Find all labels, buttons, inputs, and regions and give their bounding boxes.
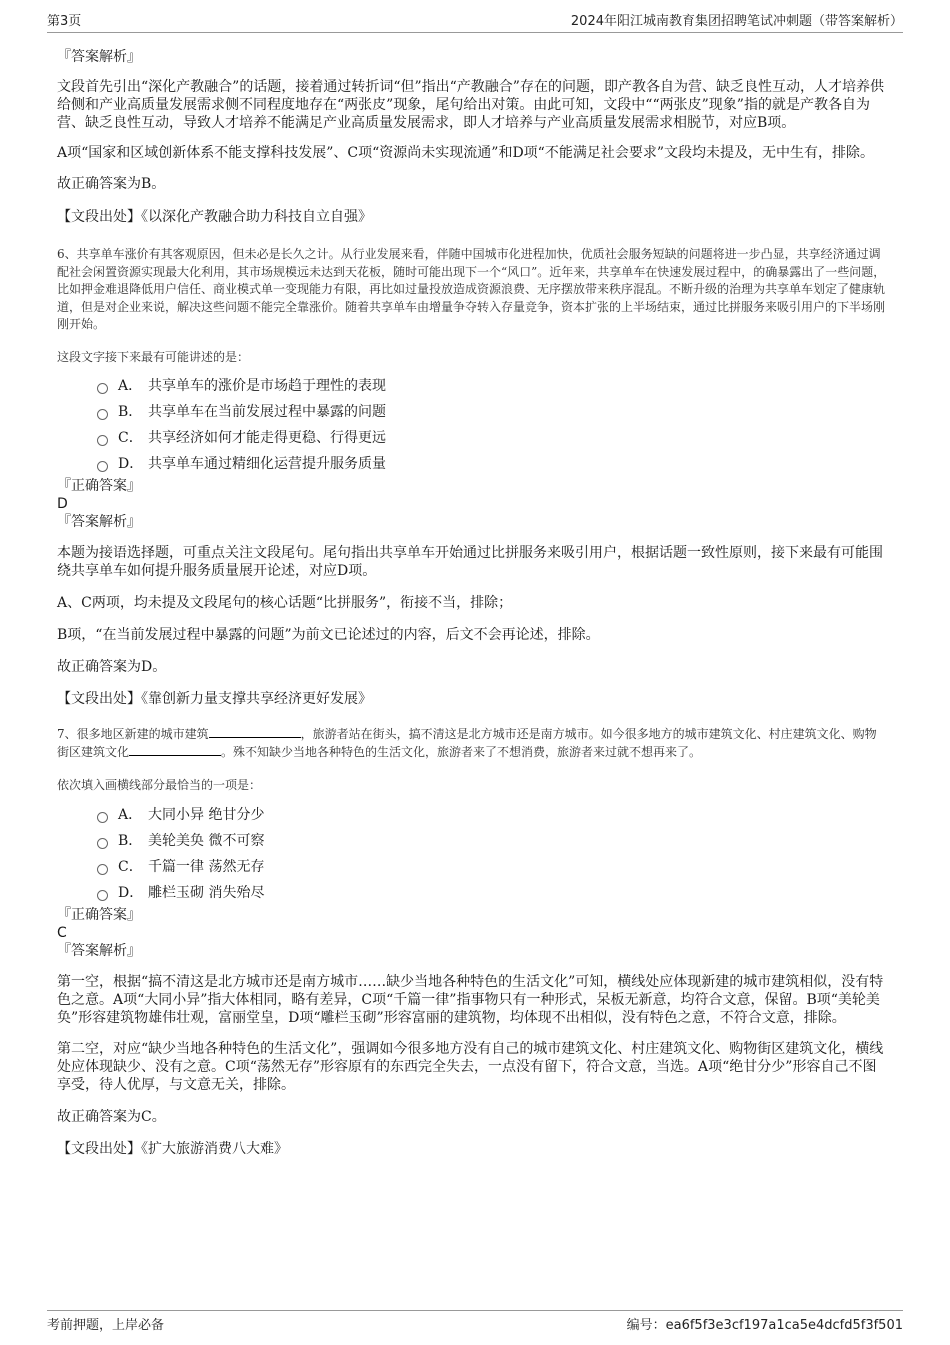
page-number: 第3页 bbox=[47, 14, 82, 29]
page-header bbox=[47, 10, 903, 33]
q5-source: 【文段出处】《以深化产教融合助力科技自立自强》 bbox=[57, 209, 372, 225]
q7-blank-1 bbox=[209, 725, 301, 738]
radio-icon[interactable] bbox=[97, 812, 108, 823]
q6-option-d[interactable]: D． 共享单车通过精细化运营提升服务质量 bbox=[97, 451, 887, 477]
radio-icon[interactable] bbox=[97, 838, 108, 849]
q7-analysis-p3: 故正确答案为C。 bbox=[57, 1108, 166, 1125]
q7-ask: 依次填入画横线部分最恰当的一项是： bbox=[57, 777, 262, 792]
q6-analysis-label: 『答案解析』 bbox=[57, 513, 141, 530]
radio-icon[interactable] bbox=[97, 890, 108, 901]
q7-analysis-p1: 第一空，根据“搞不清这是北方城市还是南方城市……缺少当地各种特色的生活文化”可知，横线处应体现新建的城市建筑相似，没有特色之意。A项“大同小异”指大体相同，略有差异，C项“千篇一律”指事物只有一种形式，呆板无新意，均符合文意，保留。B项“美轮美奂”形容建筑物雄伟壮观，富丽堂皇，D项“雕栏玉砌”形容富丽的建筑物，均体现不出相似，没有特色之意，不符合文意，排除。 bbox=[57, 973, 884, 1026]
q5-analysis-label: 『答案解析』 bbox=[57, 49, 141, 65]
q6-source: 【文段出处】《靠创新力量支撑共享经济更好发展》 bbox=[57, 690, 372, 707]
q6-analysis-p4: 故正确答案为D。 bbox=[57, 658, 167, 675]
radio-icon[interactable] bbox=[97, 864, 108, 875]
q7-option-d[interactable]: D． 雕栏玉砌 消失殆尽 bbox=[97, 880, 887, 906]
q5-analysis-p1: 文段首先引出“深化产教融合”的话题，接着通过转折词“但”指出“产教融合”存在的问题，即产教各自为营、缺乏良性互动，人才培养供给侧和产业高质量发展需求侧不同程度地存在“两张皮”现象，尾句给出对策。由此可知，文段中““两张皮”现象”指的就是产教各自为营、缺乏良性互动，导致人才培养不能满足产业高质量发展需求，即人才培养与产业高质量发展需求相脱节，对应B项。 bbox=[57, 79, 884, 131]
q6-analysis-p1: 本题为接语选择题，可重点关注文段尾句。尾句指出共享单车开始通过比拼服务来吸引用户，根据话题一致性原则，接下来最有可能围绕共享单车如何提升服务质量展开论述，对应D项。 bbox=[57, 544, 883, 579]
q7-analysis-label: 『答案解析』 bbox=[57, 942, 141, 959]
q7-option-b[interactable]: B． 美轮美奂 微不可察 bbox=[97, 828, 887, 854]
q6-analysis-p3: B项，“在当前发展过程中暴露的问题”为前文已论述过的内容，后文不会再论述，排除。 bbox=[57, 626, 600, 643]
q6-answer: D bbox=[57, 495, 68, 512]
document-title: 2024年阳江城南教育集团招聘笔试冲刺题（带答案解析） bbox=[570, 14, 903, 29]
q5-analysis-p2: A项“国家和区域创新体系不能支撑科技发展”、C项“资源尚未实现流通”和D项“不能满足社会要求”文段均未提及，无中生有，排除。 bbox=[57, 145, 874, 161]
q6-ask: 这段文字接下来最有可能讲述的是： bbox=[57, 349, 250, 364]
q7-source: 【文段出处】《扩大旅游消费八大难》 bbox=[57, 1140, 288, 1157]
q7-blank-2 bbox=[129, 743, 221, 756]
q7-analysis-p2: 第二空，对应“缺少当地各种特色的生活文化”，强调如今很多地方没有自己的城市建筑文化、村庄建筑文化、购物街区建筑文化，横线处应体现缺少、没有之意。C项“荡然无存”形容原有的东西完全失去，一点没有留下，符合文意，当选。A项“绝甘分少”形容自己不图享受，待人优厚，与文意无关，排除。 bbox=[57, 1040, 884, 1093]
q6-analysis-p2: A、C两项，均未提及文段尾句的核心话题“比拼服务”，衔接不当，排除； bbox=[57, 594, 513, 611]
q6-answer-label: 『正确答案』 bbox=[57, 477, 141, 494]
radio-icon[interactable] bbox=[97, 409, 108, 420]
q6-option-b[interactable]: B． 共享单车在当前发展过程中暴露的问题 bbox=[97, 399, 887, 425]
q7-answer: C bbox=[57, 924, 67, 941]
footer-slogan: 考前押题，上岸必备 bbox=[47, 1318, 165, 1333]
q7-option-c[interactable]: C． 千篇一律 荡然无存 bbox=[97, 854, 887, 880]
q6-options bbox=[57, 373, 887, 477]
page-footer bbox=[47, 1310, 903, 1333]
q6-option-a[interactable]: A． 共享单车的涨价是市场趋于理性的表现 bbox=[97, 373, 887, 399]
document-code: 编号：ea6f5f3e3cf197a1ca5e4dcfd5f3f501 bbox=[626, 1318, 903, 1333]
q7-options bbox=[57, 802, 887, 906]
radio-icon[interactable] bbox=[97, 435, 108, 446]
q6-stem: 6、共享单车涨价有其客观原因，但未必是长久之计。从行业发展来看，伴随中国城市化进程加快，优质社会服务短缺的问题将进一步凸显，共享经济通过调配社会闲置资源实现最大化利用，其市场规模远未达到天花板，随时可能出现下一个“风口”。近年来，共享单车在快速发展过程中，的确暴露出了一些问题，比如押金难退降低用户信任、商业模式单一变现能力有限，再比如过量投放造成资源浪费、无序摆放带来秩序混乱。不断升级的治理为共享单车划定了健康轨道，但是对企业来说，解决这些问题不能完全靠涨价。随着共享单车由增量争夺转入存量竞争，资本扩张的上半场结束，通过比拼服务来吸引用户的下半场刚刚开始。 bbox=[57, 247, 886, 331]
radio-icon[interactable] bbox=[97, 383, 108, 394]
page-content bbox=[57, 36, 887, 1158]
q7-option-a[interactable]: A． 大同小异 绝甘分少 bbox=[97, 802, 887, 828]
q7-answer-label: 『正确答案』 bbox=[57, 906, 141, 923]
q5-analysis-p3: 故正确答案为B。 bbox=[57, 176, 166, 192]
radio-icon[interactable] bbox=[97, 461, 108, 472]
q7-stem: 7、很多地区新建的城市建筑 ，旅游者站在街头，搞不清这是北方城市还是南方城市。如今很多地方的城市建筑文化、村庄建筑文化、购物街区建筑文化 。殊不知缺少当地各种特色的生活文化，旅游者来了不想消费，旅游者来过就不想再来了。 bbox=[57, 726, 877, 759]
q6-option-c[interactable]: C． 共享经济如何才能走得更稳、行得更远 bbox=[97, 425, 887, 451]
